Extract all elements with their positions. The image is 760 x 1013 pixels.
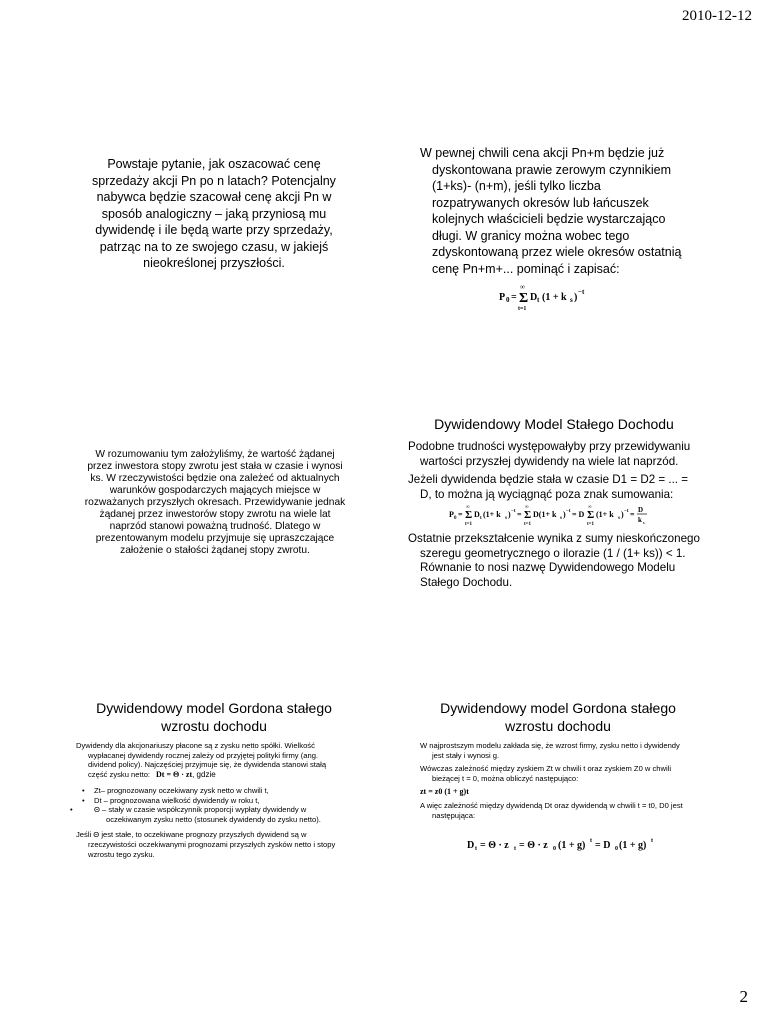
svg-text:s: s [618, 516, 620, 521]
svg-text:∞: ∞ [588, 505, 592, 510]
svg-text:D: D [530, 292, 538, 303]
slide-2-formula [496, 282, 596, 315]
slide-4-body-2 [408, 532, 700, 590]
svg-text:t: t [590, 838, 592, 844]
slide-6-paragraph-3: zt = z0 (1 + g)t [420, 787, 469, 797]
slide-5-paragraph-2: Jeśli Θ jest stałe, to oczekiwane prognozy przyszłych dywidend są w rzeczywistości oczekiwanymi prognozami przyszłych zysków netto i stopy wzrostu tego zysku. [76, 830, 336, 859]
svg-text:= Θ · z: = Θ · z [480, 840, 509, 851]
svg-text:= Θ · z: = Θ · z [519, 840, 548, 851]
svg-text:t=1: t=1 [518, 306, 527, 312]
svg-text:s: s [570, 296, 573, 304]
svg-text:D: D [474, 510, 480, 519]
svg-text:0: 0 [553, 846, 556, 852]
svg-text:= D: = D [595, 840, 611, 851]
svg-text:Σ: Σ [465, 509, 473, 521]
svg-text:∞: ∞ [525, 505, 529, 510]
svg-text:t=1: t=1 [465, 522, 473, 527]
sum-formula-graphic [496, 282, 596, 312]
svg-text:): ) [508, 510, 511, 519]
slide-6-body [420, 741, 692, 824]
slide-2-paragraph: W pewnej chwili cena akcji Pn+m będzie już dyskontowana prawie zerowym czynnikiem (1+ks)- (n+m), jeśli tylko liczba rozpatrywanych okresów lub łańcuszek kolejnych właścicieli będzie wystarczająco długi. W granicy można wobec tego zdyskontowaną przez wiele okresów ostatnią cenę Pn+m+... pominąć i zapisać: [420, 146, 682, 276]
svg-text:D(1+ k: D(1+ k [533, 510, 557, 519]
slide-4-paragraph-3: Ostatnie przekształcenie wynika z sumy nieskończonego szeregu geometrycznego o ilorazie (1 / (1+ ks)) < 1. Równanie to nosi nazwę Dywidendowego Modelu Stałego Dochodu. [408, 532, 700, 589]
slide-2 [420, 145, 688, 277]
slide-5-formula-suffix: , gdzie [192, 770, 216, 780]
svg-text:=: = [511, 292, 517, 303]
svg-text:=: = [630, 510, 635, 519]
svg-text:(1+ k: (1+ k [596, 510, 614, 519]
list-item: • Zt– prognozowany oczekiwany zysk netto w chwili t, [86, 786, 346, 796]
svg-text:Σ: Σ [524, 509, 532, 521]
slide-6-formula [466, 833, 653, 860]
svg-text:D: D [638, 506, 644, 514]
list-item: • Dt – prognozowana wielkość dywidendy w roku t, [86, 796, 346, 806]
slide-3-text [82, 449, 348, 557]
svg-text:t: t [475, 846, 477, 852]
svg-text:Σ: Σ [519, 291, 529, 306]
svg-text:= D: = D [572, 510, 585, 519]
page-date: 2010-12-12 [682, 8, 752, 24]
svg-text:(1 + g): (1 + g) [619, 840, 647, 851]
slide-6-paragraph-2: Wówczas zależność między zyskiem Zt w chwili t oraz zyskiem Z0 w chwili bieżącej t = 0, można obliczyć następująco: [420, 764, 672, 783]
slide-5-body [76, 741, 346, 859]
slide-6-title: Dywidendowy model Gordona stałego wzrostu dochodu [440, 700, 676, 734]
svg-text:∞: ∞ [466, 505, 470, 510]
svg-text:t: t [537, 296, 540, 304]
svg-text:s: s [505, 516, 507, 521]
slide-5-paragraph-1: Dywidendy dla akcjonariuszy płacone są z zysku netto spółki. Wielkość wypłacanej dywidendy rocznej zależy od przyjętej polityki firmy (ang. dividend policy). Najczęściej przyjmuje się, że dywidenda stanowi stałą część zysku netto: [76, 741, 327, 779]
svg-text:P: P [449, 510, 454, 519]
svg-text:−t: −t [566, 509, 571, 514]
svg-text:−t: −t [578, 288, 585, 296]
svg-text:): ) [621, 510, 624, 519]
slide-6-paragraph-4: A więc zależność między dywidendą Dt oraz dywidendą w chwili t = t0, D0 jest następująca: [420, 800, 683, 820]
svg-text:=: = [517, 510, 522, 519]
svg-text:(1+ k: (1+ k [483, 510, 501, 519]
svg-text:(1 + g): (1 + g) [558, 840, 586, 851]
slide-5-title: Dywidendowy model Gordona stałego wzrostu dochodu [96, 700, 332, 734]
svg-text:t=1: t=1 [524, 522, 532, 527]
slide-4-formula [448, 503, 648, 532]
slide-4-paragraph-1: Podobne trudności występowałyby przy przewidywaniu wartości przyszłej dywidendy na wiele lat naprzód. [408, 440, 691, 468]
slide-1-paragraph: Powstaje pytanie, jak oszacować cenę sprzedaży akcji Pn po n latach? Potencjalny nabywca będzie szacował cenę akcji Pn w sposób analogiczny – jaką przyniosą mu dywidendę i ile będą warte przy sprzedaży, patrząc na to ze swojego czasu, w jakiejś nieokreślonej przyszłości. [92, 157, 336, 270]
svg-text:s: s [643, 520, 645, 525]
svg-text:): ) [563, 510, 566, 519]
svg-text:−t: −t [624, 509, 629, 514]
svg-text:0: 0 [506, 296, 510, 304]
slide-4-paragraph-2: Jeżeli dywidenda będzie stała w czasie D1 = D2 = ... = D, to można ją wyciągnąć poza znak sumowania: [408, 473, 689, 501]
slide-3-paragraph: W rozumowaniu tym założyliśmy, że wartość żądanej przez inwestora stopy zwrotu jest stała w czasie i wynosi ks. W rzeczywistości będzie ona zależeć od aktualnych warunków gospodarczych mających miejsce w rozważanych przyszłych okresach. Przewidywanie jednak żądanej przez inwestorów stopy zwrotu na wiele lat naprzód stanowi poważną trudność. Dlatego w prezentowanym modelu przyjmuje się upraszczające założenie o stałości żądanej stopy zwrotu. [84, 449, 346, 556]
list-item: • Θ – stały w czasie współczynnik proporcji wypłaty dywidendy w oczekiwanym zysku netto (stosunek dywidendy do zysku netto). [86, 805, 346, 824]
dividend-ratio-formula: Dt = Θ · zt [156, 770, 193, 780]
svg-text:Σ: Σ [587, 509, 595, 521]
svg-text:D: D [467, 840, 475, 851]
svg-text:t=1: t=1 [587, 522, 595, 527]
slide-1-text [80, 156, 348, 272]
gordon-formula-graphic [466, 833, 653, 855]
page-number: 2 [739, 987, 748, 1006]
svg-text:s: s [560, 516, 562, 521]
svg-text:t: t [480, 516, 482, 521]
svg-text:): ) [574, 292, 578, 303]
slide-4-title: Dywidendowy Model Stałego Dochodu [434, 416, 674, 432]
svg-text:(1 + k: (1 + k [542, 292, 567, 303]
svg-text:0: 0 [615, 846, 618, 852]
svg-text:−t: −t [511, 509, 516, 514]
svg-text:∞: ∞ [520, 283, 525, 291]
svg-text:t: t [514, 846, 516, 852]
svg-text:k: k [638, 516, 642, 524]
slide-6-paragraph-1: W najprostszym modelu zakłada się, że wzrost firmy, zysku netto i dywidendy jest stały i wynosi g. [420, 741, 680, 760]
slide-5-bullet-list [76, 786, 346, 824]
constant-dividend-formula-graphic [448, 503, 648, 527]
slide-4-body [408, 440, 700, 506]
svg-text:0: 0 [454, 516, 457, 521]
svg-text:=: = [458, 510, 463, 519]
svg-text:t: t [651, 838, 653, 844]
svg-text:P: P [499, 292, 506, 303]
